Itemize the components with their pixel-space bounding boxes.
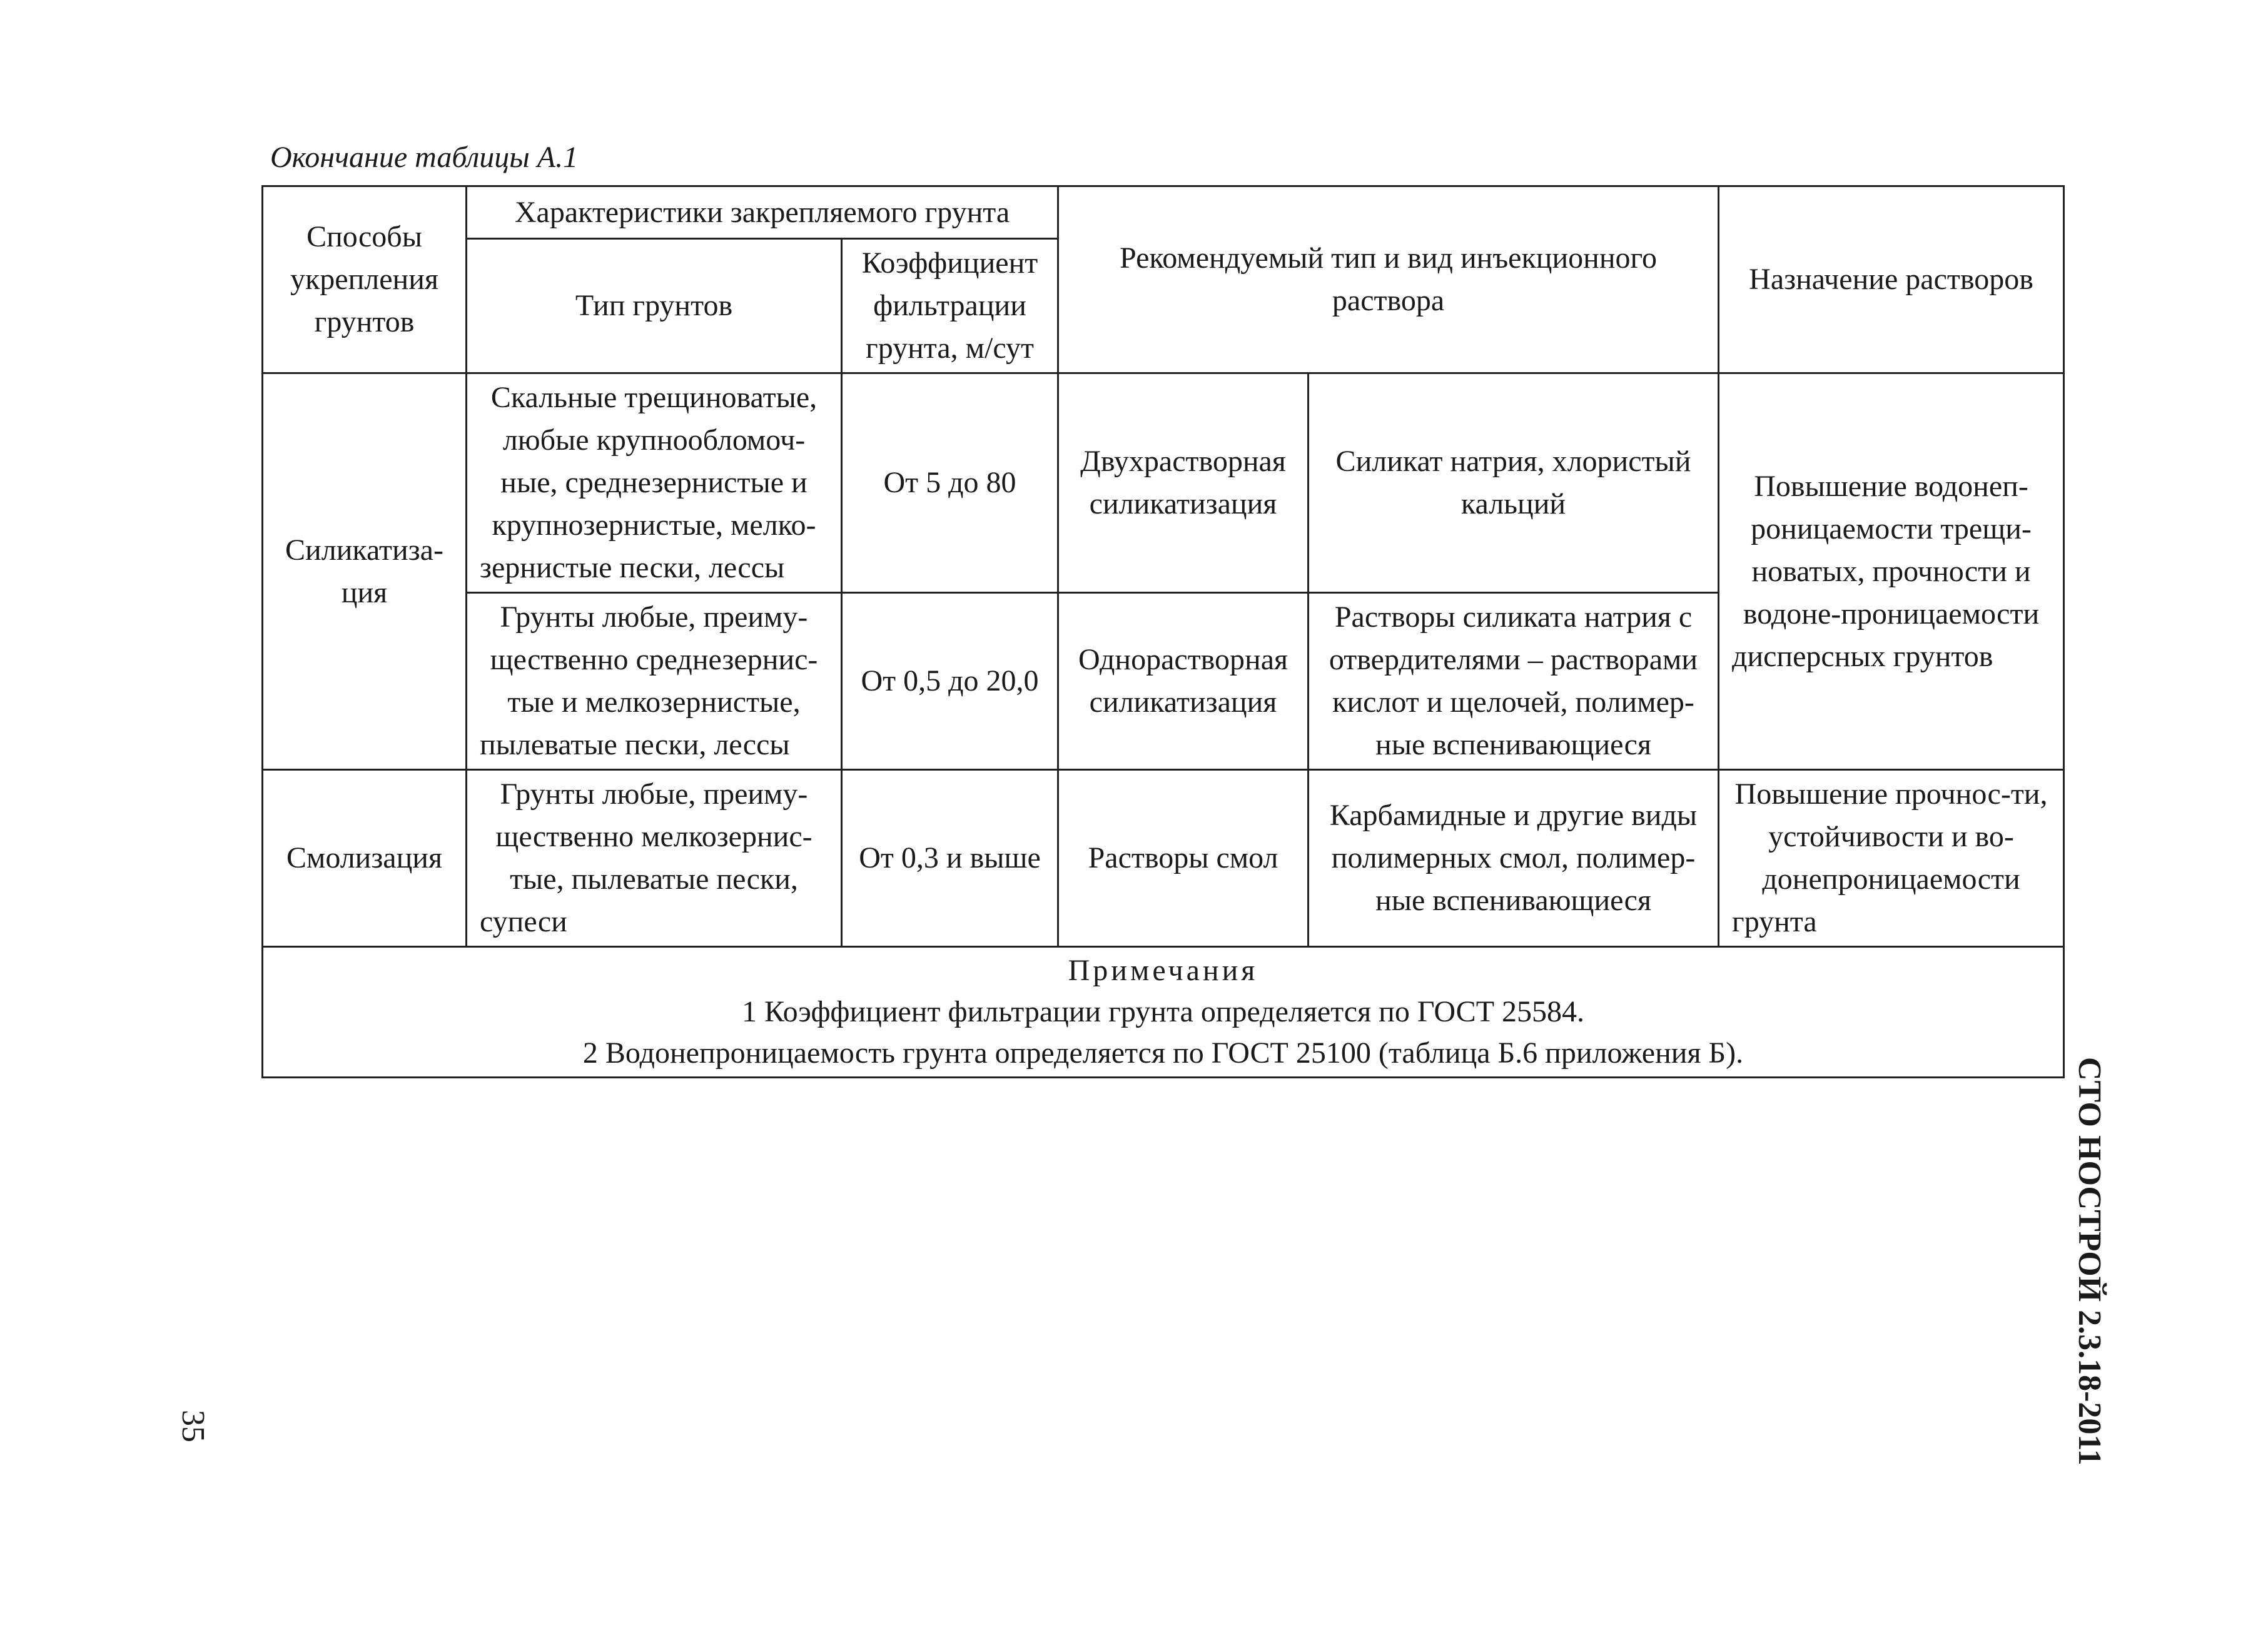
header-purpose: Назначение растворов [1719,186,2064,373]
header-recommended-solution: Рекомендуемый тип и вид инъекционного раствора [1058,186,1719,373]
document-code: СТО НОСТРОЙ 2.3.18-2011 [2072,1057,2107,1466]
solution-type-cell: Двухрастворная силикатизация [1058,373,1309,593]
page-number: 35 [175,1410,211,1442]
method-silicatization: Силикатиза-ция [263,373,467,770]
header-filtration-coefficient: Коэффициент фильтрации грунта, м/сут [842,239,1058,373]
table-caption: Окончание таблицы А.1 [270,141,579,174]
method-resin: Смолизация [263,770,467,947]
soil-type-cell: Грунты любые, преиму-щественно среднезернис-тые и мелкозернистые, пылеватые пески, лессы [467,593,842,770]
filtration-cell: От 0,5 до 20,0 [842,593,1058,770]
note-item: 2 Водонепроницаемость грунта определяется по ГОСТ 25100 (таблица Б.6 приложения Б). [582,1036,1744,1070]
purpose-silicatization: Повышение водонеп-роницаемости трещи-новатых, прочности и водоне-проницаемости дисперсных грунтов [1719,373,2064,770]
note-item: 1 Коэффициент фильтрации грунта определяется по ГОСТ 25584. [741,995,1585,1028]
filtration-cell: От 0,3 и выше [842,770,1058,947]
solution-type-cell: Однорастворная силикатизация [1058,593,1309,770]
soil-type-cell: Скальные трещиноватые, любые крупнообломоч-ные, среднезернистые и крупнозернистые, мелко-зернистые пески, лессы [467,373,842,593]
notes-title: Примечания [1068,954,1258,987]
filtration-cell: От 5 до 80 [842,373,1058,593]
solution-kind-cell: Силикат натрия, хлористый кальций [1309,373,1719,593]
soil-type-cell: Грунты любые, преиму-щественно мелкозернис-тые, пылеватые пески, супеси [467,770,842,947]
header-soil-characteristics: Характеристики закрепляемого грунта [467,186,1058,239]
solution-kind-cell: Карбамидные и другие виды полимерных смол, полимер-ные вспенивающиеся [1309,770,1719,947]
solution-type-cell: Растворы смол [1058,770,1309,947]
soil-strengthening-table [261,185,2065,1078]
purpose-resin: Повышение прочнос-ти, устойчивости и во-донепроницаемости грунта [1719,770,2064,947]
header-soil-type: Тип грунтов [467,239,842,373]
table-notes [263,947,2064,1078]
header-methods: Способы укрепления грунтов [263,186,467,373]
solution-kind-cell: Растворы силиката натрия с отвердителями – растворами кислот и щелочей, полимер-ные вспенивающиеся [1309,593,1719,770]
